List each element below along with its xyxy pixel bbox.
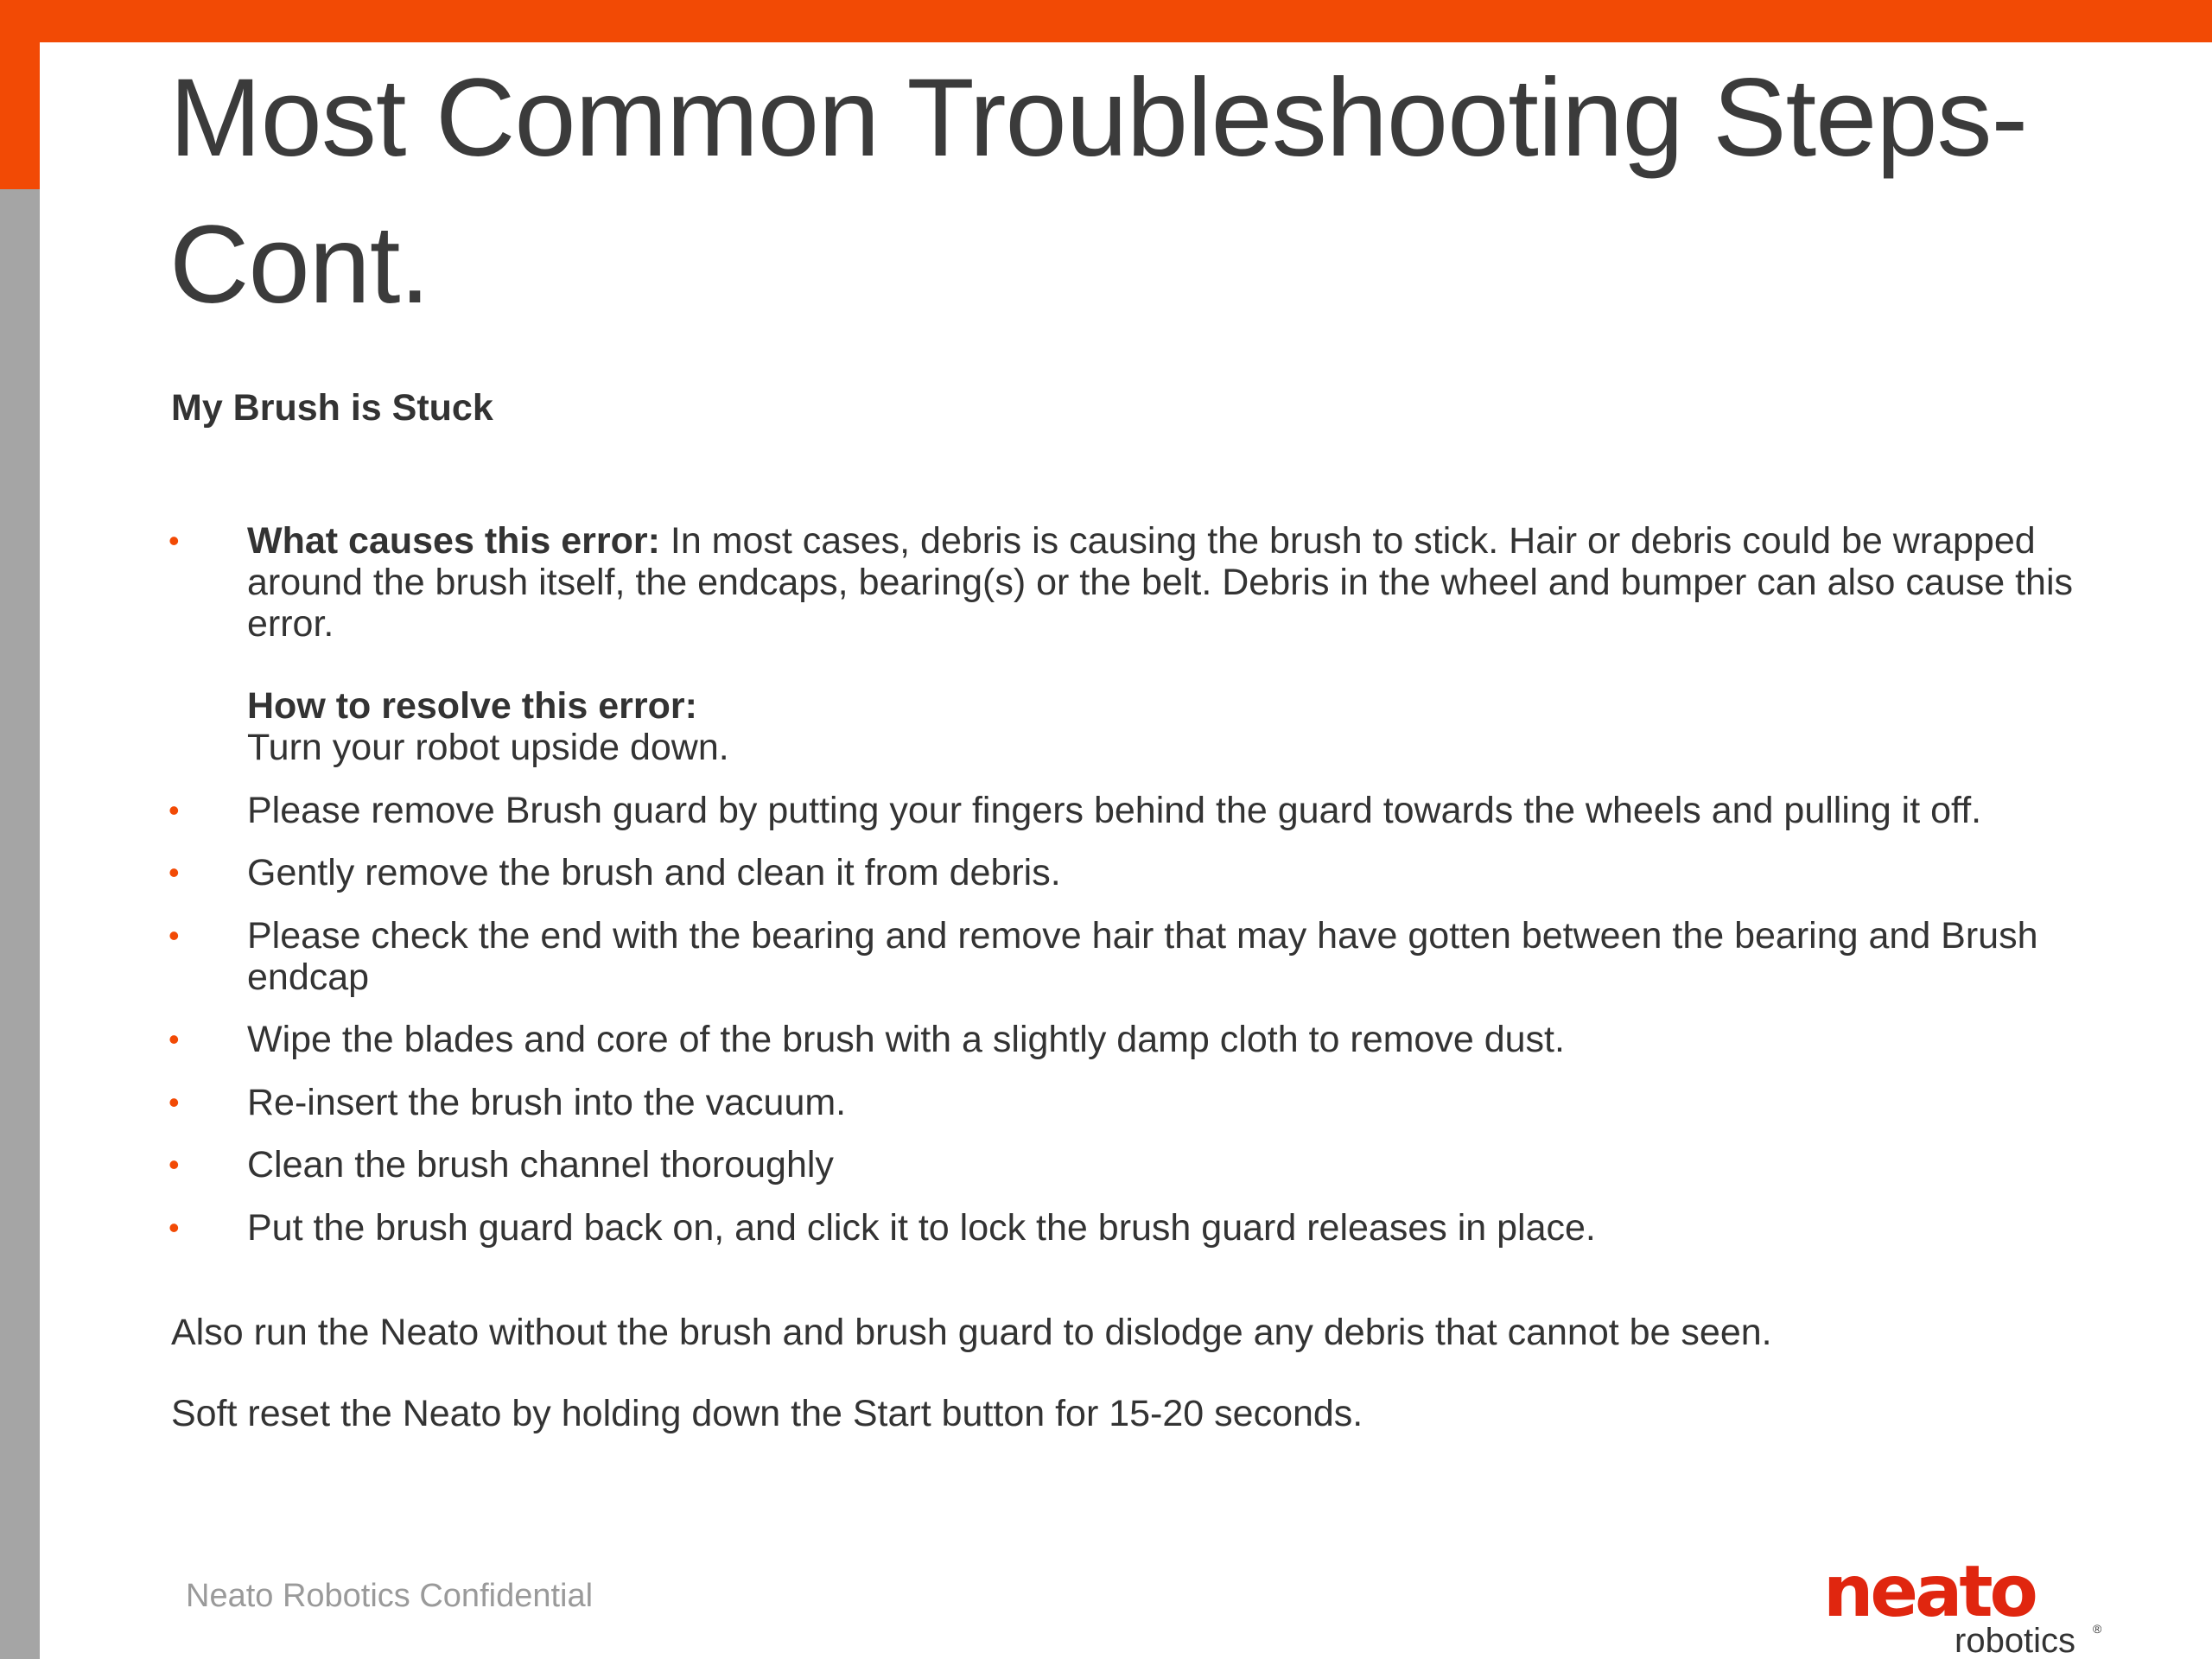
slide-title: Most Common Troubleshooting Steps- Cont. xyxy=(169,56,2028,327)
step-text: Wipe the blades and core of the brush with a slightly damp cloth to remove dust. xyxy=(247,1019,1565,1060)
cause-paragraph xyxy=(247,520,2105,645)
left-accent-gray xyxy=(0,189,40,1659)
bullet-icon: • xyxy=(168,855,180,890)
step-text: Clean the brush channel thoroughly xyxy=(247,1144,834,1185)
resolve-first-step: Turn your robot upside down. xyxy=(247,727,729,768)
bullet-icon: • xyxy=(168,1210,180,1245)
step-text: Please remove Brush guard by putting your fingers behind the guard towards the wheels and pulling it off. xyxy=(247,790,1982,831)
neato-robotics-logo xyxy=(1815,1547,2108,1659)
top-accent-bar xyxy=(0,0,2212,42)
note-soft-reset: Soft reset the Neato by holding down the Start button for 15-20 seconds. xyxy=(171,1393,1363,1434)
step-text: Gently remove the brush and clean it from debris. xyxy=(247,852,1061,893)
bullet-icon: • xyxy=(168,918,180,953)
cause-text: In most cases, debris is causing the brush to stick. Hair or debris could be wrapped around the brush itself, the endcaps, bearing(s) or the belt. Debris in the wheel and bumper can also cause this error. xyxy=(247,520,2074,645)
left-accent-orange xyxy=(0,0,40,189)
step-text: Put the brush guard back on, and click it to lock the brush guard releases in place. xyxy=(247,1207,1596,1249)
footer-confidential: Neato Robotics Confidential xyxy=(186,1578,594,1614)
cause-label: What causes this error: xyxy=(247,520,660,562)
resolve-label: How to resolve this error: xyxy=(247,685,697,727)
bullet-icon: • xyxy=(168,1021,180,1057)
note-run-without-brush: Also run the Neato without the brush and brush guard to dislodge any debris that cannot be seen. xyxy=(171,1312,1772,1353)
bullet-icon: • xyxy=(168,523,180,558)
bullet-icon: • xyxy=(168,1147,180,1182)
step-text: Re-insert the brush into the vacuum. xyxy=(247,1082,847,1123)
step-text: Please check the end with the bearing and remove hair that may have gotten between the bearing and Brush endcap xyxy=(247,915,2038,998)
slide-subtitle: My Brush is Stuck xyxy=(171,387,493,429)
logo-word: neato xyxy=(1823,1551,2035,1633)
bullet-icon: • xyxy=(168,792,180,828)
logo-registered-mark: ® xyxy=(2093,1622,2102,1636)
logo-subword: robotics xyxy=(1955,1622,2076,1659)
bullet-icon: • xyxy=(168,1084,180,1120)
